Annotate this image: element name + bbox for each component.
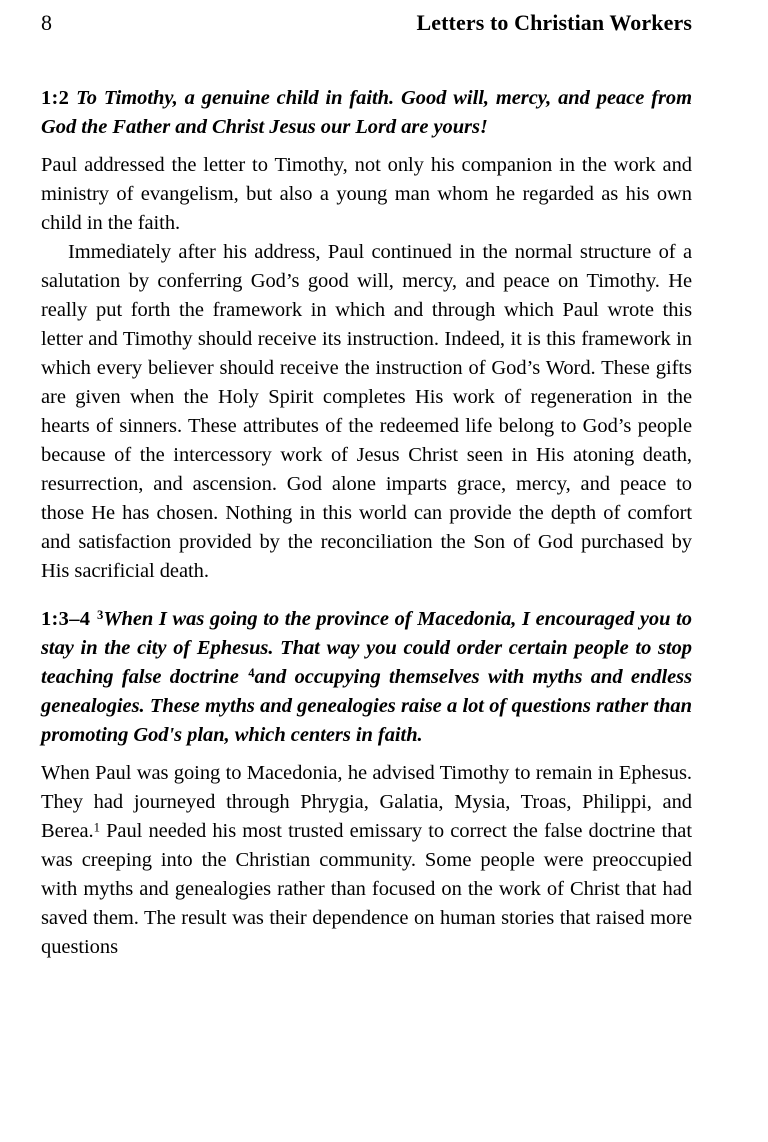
scripture-text-1-2: To Timothy, a genuine child in faith. Good will, mercy, and peace from God the Father and Christ Jesus our Lord are yours! [41,87,693,138]
running-head [41,12,692,34]
body-paragraph-1: Paul addressed the letter to Timothy, not only his companion in the work and ministry of evangelism, but also a young man whom he regarded as his own child in the faith. [41,154,692,234]
body-paragraph-2: Immediately after his address, Paul continued in the normal structure of a salutation by conferring God’s good will, mercy, and peace on Timothy. He really put forth the framework in which and through which Paul wrote this letter and Timothy should receive its instruction. Indeed, it is this framework in which every believer should receive the instruction of God’s Word. These gifts are given when the Holy Spirit completes His work of regeneration in the hearts of sinners. These attributes of the redeemed life belong to God’s people because of the intercessory work of Jesus Christ seen in His atoning death, resurrection, and ascension. God alone imparts grace, mercy, and peace to those He has chosen. Nothing in this world can provide the depth of comfort and satisfaction provided by the reconciliation the Son of God purchased by His sacrificial death. [41,241,692,582]
scripture-text-part-2: and occupying themselves with myths and endless genealogies. These myths and genealogies raise a lot of questions rather than promoting God's plan, which centers in faith. [41,666,693,746]
scripture-block-1-2 [41,84,692,142]
verse-reference-1-2: 1:2 [41,87,70,109]
footnote-marker-1[interactable]: 1 [93,820,100,835]
scripture-text-part-1: When I was going to the province of Macedonia, I encouraged you to stay in the city of Ephesus. That way you could order certain people to stop teaching false doctrine [41,608,692,688]
body-paragraph-3-text-part-2: Paul needed his most trusted emissary to correct the false doctrine that was creeping into the Christian community. Some people were preoccupied with myths and genealogies rather than focused on the work of Christ that had saved them. The result was their dependence on human stories that raised more questions [41,820,692,958]
page-number: 8 [41,10,53,35]
scripture-block-1-3-4 [41,605,692,750]
text-column [41,84,692,962]
verse-marker-3: 3 [97,608,104,623]
verse-reference-1-3-4: 1:3–4 [41,608,91,630]
body-paragraph-3-text-part-1: When Paul was going to Macedonia, he advised Timothy to remain in Ephesus. They had journeyed through Phrygia, Galatia, Mysia, Troas, Philippi, and Berea. [41,762,692,842]
running-head-title: Letters to Christian Workers [416,10,692,35]
verse-marker-4: 4 [248,666,255,681]
body-paragraph-3 [41,759,692,962]
